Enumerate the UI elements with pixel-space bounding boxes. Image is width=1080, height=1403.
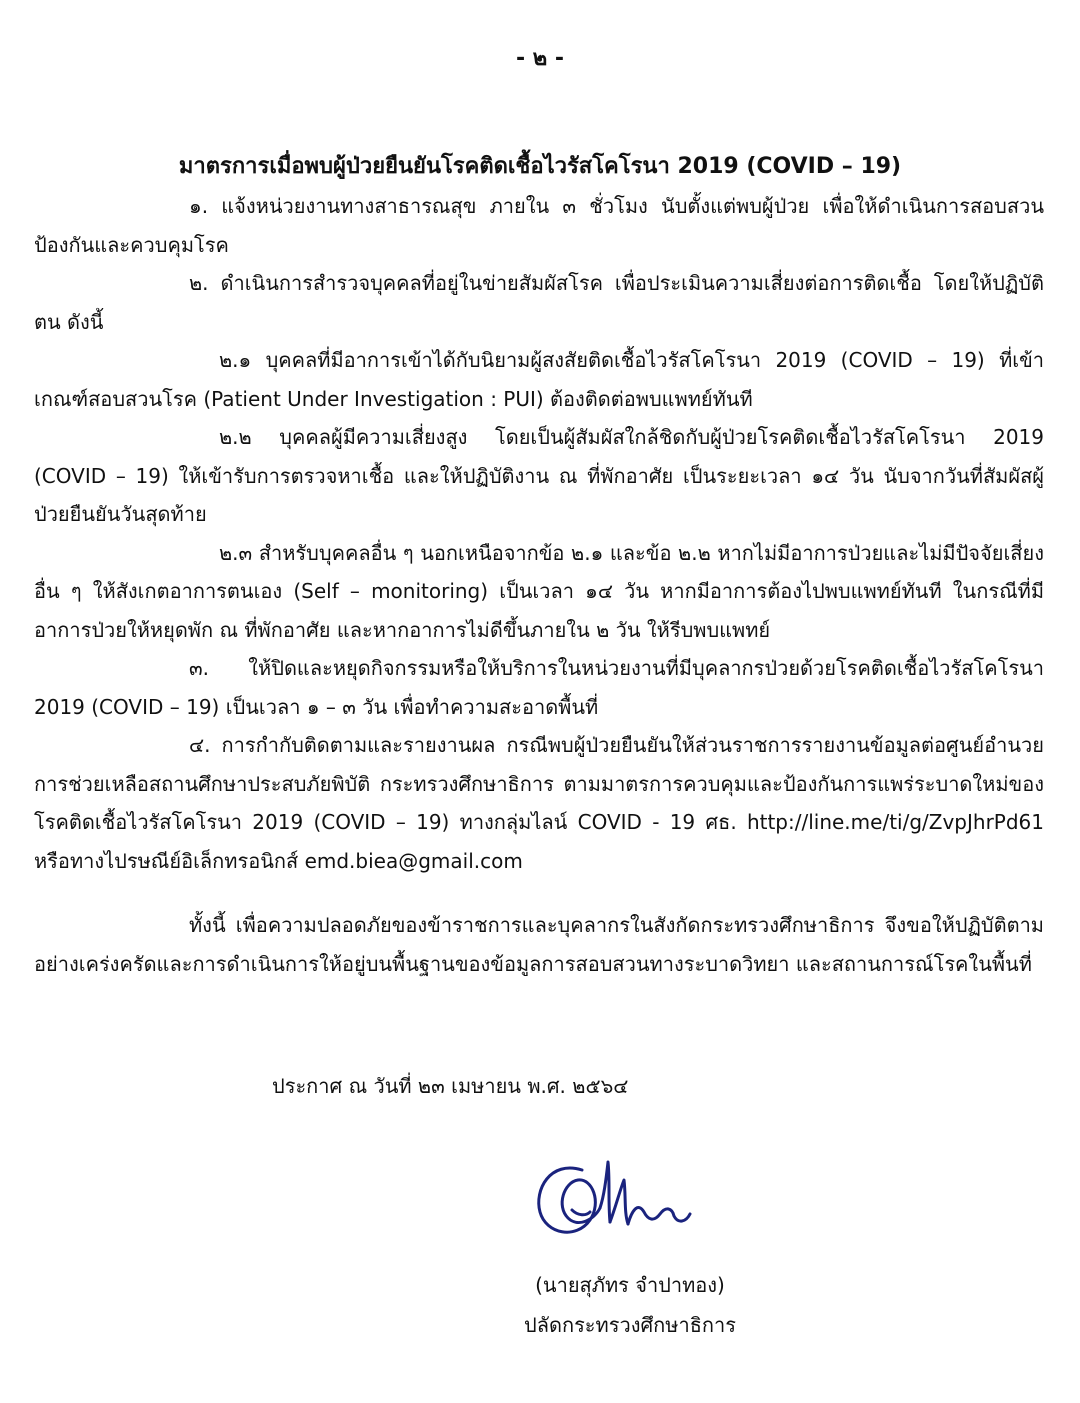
measure-2-3: ๒.๓ สำหรับบุคคลอื่น ๆ นอกเหนือจากข้อ ๒.๑ และข้อ ๒.๒ หากไม่มีอาการป่วยและไม่มีปัจจัยเสี่ยงอื่น ๆ ให้สังเกตอาการตนเอง (Self – monitoring) เป็นเวลา ๑๔ วัน หากมีอาการต้องไปพบแพทย์ทันที ในกรณีที่มีอาการป่วยให้หยุดพัก ณ ที่พักอาศัย และหากอาการไม่ดีขึ้นภายใน ๒ วัน ให้รีบพบแพทย์ bbox=[34, 540, 1044, 642]
announcement-date: ประกาศ ณ วันที่ ๒๓ เมษายน พ.ศ. ๒๕๖๔ bbox=[272, 1074, 629, 1098]
measure-2-2: ๒.๒ บุคคลผู้มีความเสี่ยงสูง โดยเป็นผู้สัมผัสใกล้ชิดกับผู้ป่วยโรคติดเชื้อไวรัสโคโรนา 2019 (COVID – 19) ให้เข้ารับการตรวจหาเชื้อ และให้ปฏิบัติงาน ณ ที่พักอาศัย เป็นระยะเวลา ๑๔ วัน นับจากวันที่สัมผัสผู้ป่วยยืนยันวันสุดท้าย bbox=[34, 425, 1044, 526]
paragraph-gap bbox=[34, 880, 1044, 906]
measure-2: ๒. ดำเนินการสำรวจบุคคลที่อยู่ในข่ายสัมผัสโรค เพื่อประเมินความเสี่ยงต่อการติดเชื้อ โดยให้ปฏิบัติตน ดังนี้ bbox=[34, 271, 1044, 334]
measure-3: ๓. ให้ปิดและหยุดกิจกรรมหรือให้บริการในหน่วยงานที่มีบุคลากรป่วยด้วยโรคติดเชื้อไวรัสโคโรนา 2019 (COVID – 19) เป็นเวลา ๑ – ๓ วัน เพื่อทำความสะอาดพื้นที่ bbox=[34, 656, 1044, 719]
measure-2-1: ๒.๑ บุคคลที่มีอาการเข้าได้กับนิยามผู้สงสัยติดเชื้อไวรัสโคโรนา 2019 (COVID – 19) ที่เข้าเกณฑ์สอบสวนโรค (Patient Under Investigation : PUI) ต้องติดต่อพบแพทย์ทันที bbox=[34, 348, 1044, 411]
document-body bbox=[34, 187, 1044, 983]
closing-paragraph: ทั้งนี้ เพื่อความปลอดภัยของข้าราชการและบุคลากรในสังกัดกระทรวงศึกษาธิการ จึงขอให้ปฏิบัติตามอย่างเคร่งครัดและการดำเนินการให้อยู่บนพื้นฐานของข้อมูลการสอบสวนทางระบาดวิทยา และสถานการณ์โรคในพื้นที่ bbox=[34, 913, 1044, 976]
measure-4: ๔. การกำกับติดตามและรายงานผล กรณีพบผู้ป่วยยืนยันให้ส่วนราชการรายงานข้อมูลต่อศูนย์อำนวยการช่วยเหลือสถานศึกษาประสบภัยพิบัติ กระทรวงศึกษาธิการ ตามมาตรการควบคุมและป้องกันการแพร่ระบาดใหม่ของโรคติดเชื้อไวรัสโคโรนา 2019 (COVID – 19) ทางกลุ่มไลน์ COVID - 19 ศธ. http://line.me/ti/g/ZvpJhrPd61 หรือทางไปรษณีย์อิเล็กทรอนิกส์ emd.biea@gmail.com bbox=[34, 733, 1044, 873]
signer-block bbox=[490, 1265, 770, 1345]
signature-image bbox=[520, 1150, 760, 1250]
measure-1: ๑. แจ้งหน่วยงานทางสาธารณสุข ภายใน ๓ ชั่วโมง นับตั้งแต่พบผู้ป่วย เพื่อให้ดำเนินการสอบสวนป้องกันและควบคุมโรค bbox=[34, 194, 1044, 257]
page-number: - ๒ - bbox=[515, 46, 565, 71]
signer-title: ปลัดกระทรวงศึกษาธิการ bbox=[524, 1313, 736, 1337]
signature-icon bbox=[520, 1150, 760, 1250]
signer-name: (นายสุภัทร จำปาทอง) bbox=[535, 1273, 725, 1297]
document-heading: มาตรการเมื่อพบผู้ป่วยยืนยันโรคติดเชื้อไวรัสโคโรนา 2019 (COVID – 19) bbox=[178, 154, 902, 179]
